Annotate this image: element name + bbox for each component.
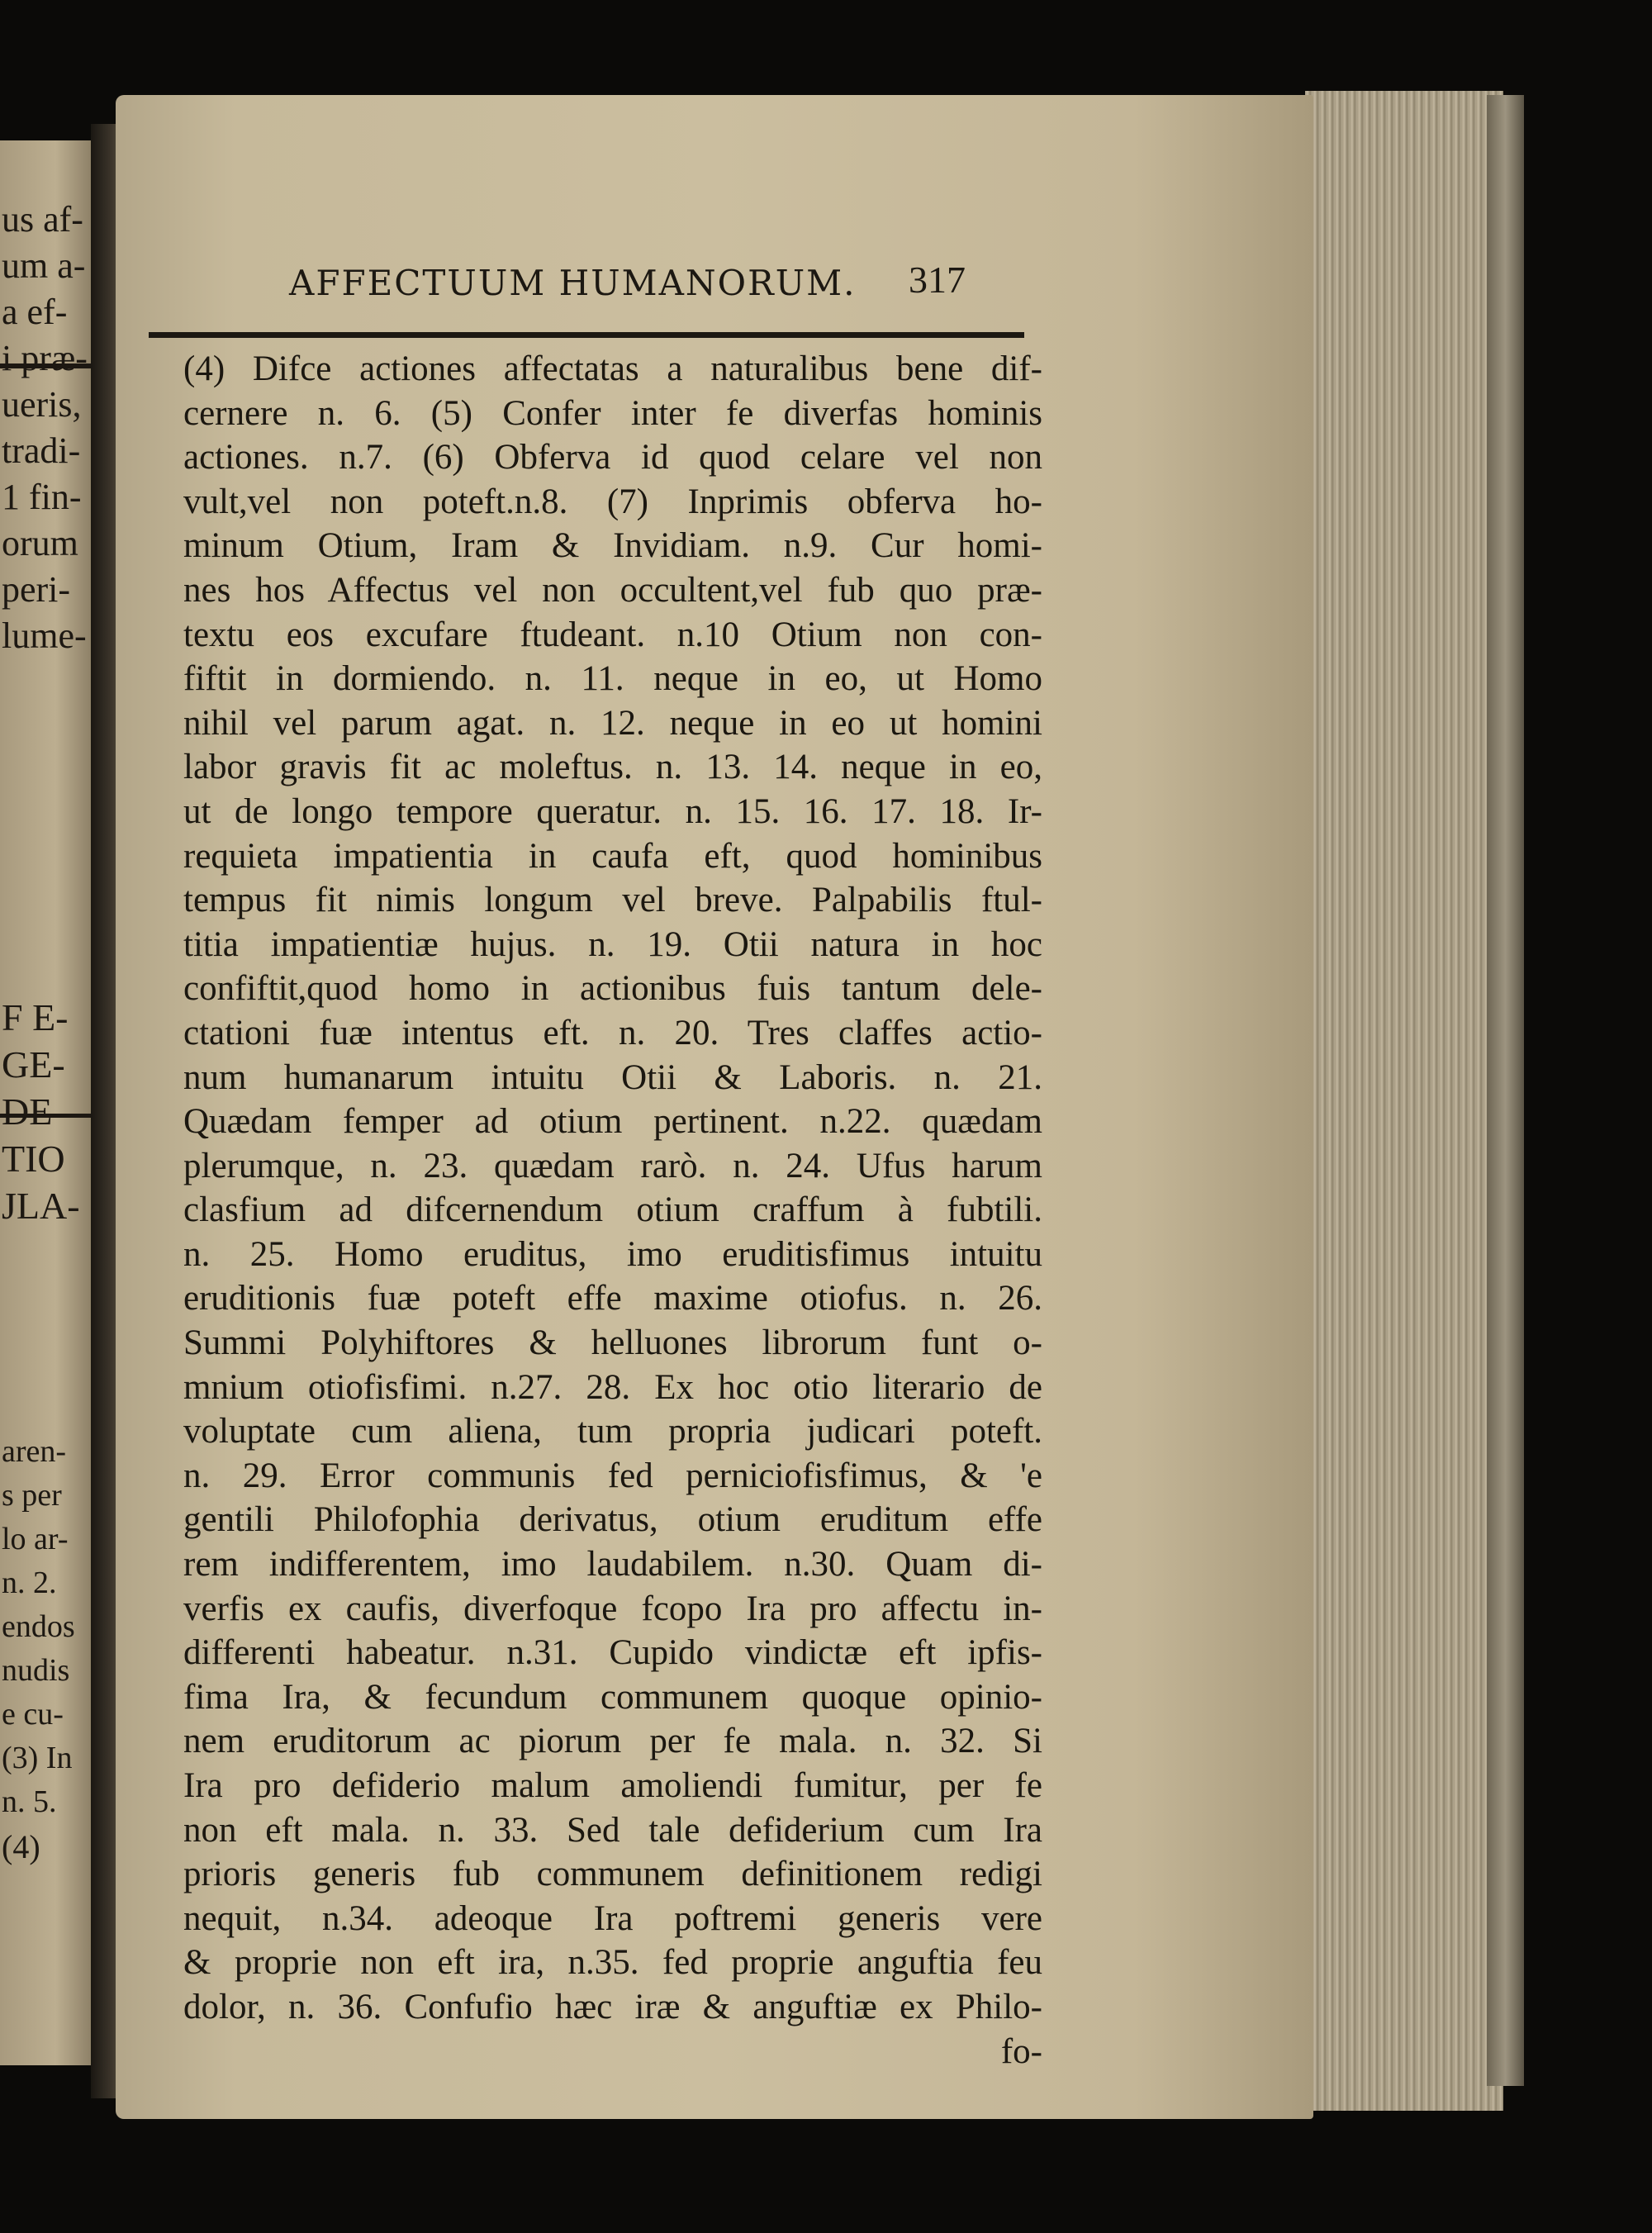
left-page-fragment: lume- xyxy=(2,615,87,656)
text-line: cernere n. 6. (5) Confer inter fe diverfas hominis xyxy=(183,393,1042,433)
text-line: nes hos Affectus vel non occultent,vel fub quo præ- xyxy=(183,570,1042,610)
text-line: tempus fit nimis longum vel breve. Palpabilis ftul- xyxy=(183,881,1042,920)
left-page-fragment: endos xyxy=(2,1609,75,1644)
text-line: Ira pro defiderio malum amoliendi fumitur, per fe xyxy=(183,1766,1042,1805)
text-line: (4) Difce actiones affectatas a naturalibus bene dif- xyxy=(183,349,1042,388)
left-page-fragment: F E- xyxy=(2,996,69,1038)
left-page-fragment: n. 2. xyxy=(2,1565,57,1600)
text-line: verfis ex caufis, diverfoque fcopo Ira pro affectu in- xyxy=(183,1589,1042,1628)
left-page-fragment: peri- xyxy=(2,569,71,610)
text-line: Quædam femper ad otium pertinent. n.22. quædam xyxy=(183,1102,1042,1142)
text-line: differenti habeatur. n.31. Cupido vindictæ eft ipfis- xyxy=(183,1633,1042,1673)
left-page-fragment: s per xyxy=(2,1478,62,1513)
text-line: Summi Polyhiftores & helluones librorum funt o- xyxy=(183,1323,1042,1363)
text-line: nihil vel parum agat. n. 12. neque in eo ut homini xyxy=(183,703,1042,743)
left-page-fragment: aren- xyxy=(2,1434,67,1469)
left-page-fragment: um a- xyxy=(2,245,86,286)
left-page-fragment: DE xyxy=(2,1090,53,1133)
left-page-fragment: JLA- xyxy=(2,1185,80,1227)
page-edges xyxy=(1305,91,1503,2111)
page-number: 317 xyxy=(909,259,966,301)
text-line: textu eos excufare ftudeant. n.10 Otium non con- xyxy=(183,615,1042,654)
left-page-fragment: n. 5. xyxy=(2,1784,57,1819)
text-line: n. 29. Error communis fed perniciofisfimus, & 'e xyxy=(183,1456,1042,1495)
text-line: rem indifferentem, imo laudabilem. n.30. Quam di- xyxy=(183,1545,1042,1584)
text-line: n. 25. Homo eruditus, imo eruditisfimus intuitu xyxy=(183,1234,1042,1274)
text-line: dolor, n. 36. Confufio hæc iræ & anguftiæ ex Philo- xyxy=(183,1987,1042,2026)
catchword: fo- xyxy=(1000,2031,1042,2071)
text-line: requieta impatientia in caufa eft, quod hominibus xyxy=(183,836,1042,876)
text-line: nequit, n.34. adeoque Ira poftremi generis vere xyxy=(183,1898,1042,1938)
text-line: actiones. n.7. (6) Obferva id quod celare vel non xyxy=(183,438,1042,477)
left-neighbor-page xyxy=(0,140,93,2065)
left-page-fragment: a ef- xyxy=(2,292,68,332)
left-page-fragment: 1 fin- xyxy=(2,477,82,517)
left-page-fragment: GE- xyxy=(2,1043,65,1086)
text-line: mnium otiofisfimi. n.27. 28. Ex hoc otio literario de xyxy=(183,1367,1042,1407)
header-rule xyxy=(149,332,1024,338)
left-page-fragment: (3) In xyxy=(2,1741,73,1775)
body-text xyxy=(183,347,1042,2074)
text-line: ctationi fuæ intentus eft. n. 20. Tres claffes actio- xyxy=(183,1013,1042,1052)
left-page-fragment: us af- xyxy=(2,199,83,240)
text-line: voluptate cum aliena, tum propria judicari poteft. xyxy=(183,1412,1042,1451)
text-line: eruditionis fuæ poteft effe maxime otiofus. n. 26. xyxy=(183,1279,1042,1318)
text-line: labor gravis fit ac moleftus. n. 13. 14. neque in eo, xyxy=(183,748,1042,787)
text-line: clasfium ad difcernendum otium craffum à fubtili. xyxy=(183,1190,1042,1230)
text-line: gentili Philofophia derivatus, otium eruditum effe xyxy=(183,1500,1042,1540)
text-line: confiftit,quod homo in actionibus fuis tantum dele- xyxy=(183,969,1042,1009)
left-page-fragment: tradi- xyxy=(2,430,81,471)
text-line: minum Otium, Iram & Invidiam. n.9. Cur homi- xyxy=(183,526,1042,566)
left-page-fragment: i præ- xyxy=(2,338,88,378)
text-line: prioris generis fub communem definitionem redigi xyxy=(183,1855,1042,1894)
running-head: AFFECTUUM HUMANORUM. xyxy=(289,263,857,303)
left-page-fragment: (4) xyxy=(2,1828,40,1865)
text-line: & proprie non eft ira, n.35. fed proprie anguftia feu xyxy=(183,1943,1042,1983)
text-line: nem eruditorum ac piorum per fe mala. n. 32. Si xyxy=(183,1722,1042,1761)
left-page-fragment: TIO xyxy=(2,1138,65,1180)
left-page-fragment: orum xyxy=(2,523,78,563)
left-page-fragment: nudis xyxy=(2,1653,70,1688)
text-line: fima Ira, & fecundum communem quoque opinio- xyxy=(183,1677,1042,1717)
left-page-fragment: lo ar- xyxy=(2,1522,69,1556)
text-line: num humanarum intuitu Otii & Laboris. n. 21. xyxy=(183,1057,1042,1097)
text-line: vult,vel non poteft.n.8. (7) Inprimis obferva ho- xyxy=(183,482,1042,521)
text-line: fiftit in dormiendo. n. 11. neque in eo, ut Homo xyxy=(183,659,1042,699)
left-page-fragment: ueris, xyxy=(2,384,82,425)
text-line: non eft mala. n. 33. Sed tale defiderium cum Ira xyxy=(183,1810,1042,1850)
left-page-fragment: e cu- xyxy=(2,1697,64,1732)
cover-edge xyxy=(1487,95,1524,2086)
text-line: ut de longo tempore queratur. n. 15. 16. 17. 18. Ir- xyxy=(183,791,1042,831)
text-line: plerumque, n. 23. quædam rarò. n. 24. Ufus harum xyxy=(183,1146,1042,1185)
text-line: titia impatientiæ hujus. n. 19. Otii natura in hoc xyxy=(183,924,1042,964)
